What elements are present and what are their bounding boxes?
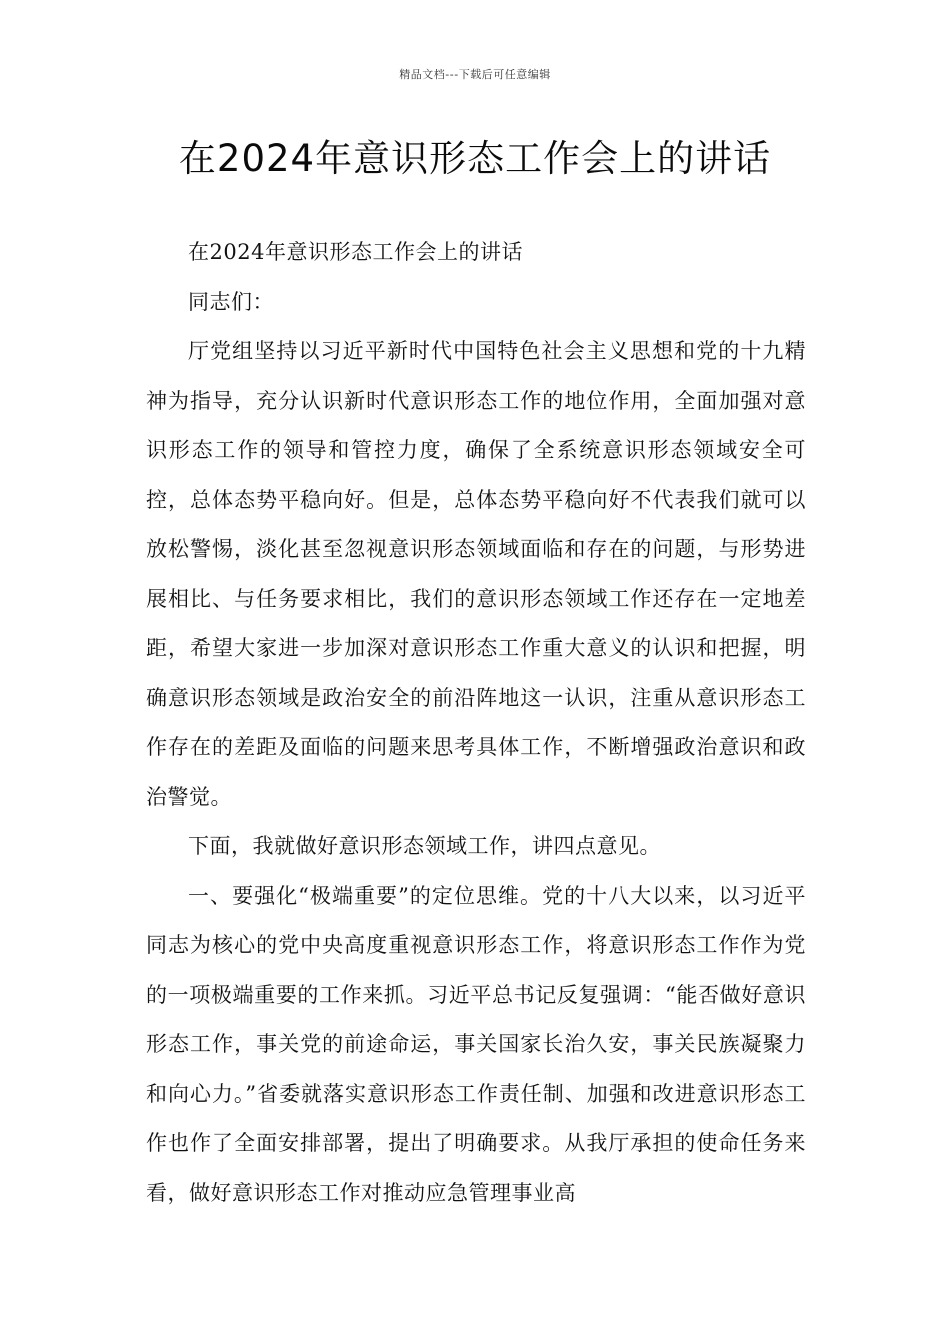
paragraph-transition: 下面，我就做好意识形态领域工作，讲四点意见。 bbox=[188, 834, 661, 858]
paragraph-subtitle: 在2024年意识形态工作会上的讲话 bbox=[188, 240, 523, 264]
document-body bbox=[146, 228, 806, 1218]
document-title: 在2024年意识形态工作会上的讲话 bbox=[178, 137, 772, 180]
paragraph-intro: 厅党组坚持以习近平新时代中国特色社会主义思想和党的十九精神为指导，充分认识新时代意识形态工作的地位作用，全面加强对意识形态工作的领导和管控力度，确保了全系统意识形态领域安全可控，总体态势平稳向好。但是，总体态势平稳向好不代表我们就可以放松警惕，淡化甚至忽视意识形态领域面临和存在的问题，与形势进展相比、与任务要求相比，我们的意识形态领域工作还存在一定地差距，希望大家进一步加深对意识形态工作重大意义的认识和把握，明确意识形态领域是政治安全的前沿阵地这一认识，注重从意识形态工作存在的差距及面临的问题来思考具体工作，不断增强政治意识和政治警觉。 bbox=[146, 339, 806, 809]
header-note: 精品文档---下载后可任意编辑 bbox=[399, 68, 551, 81]
paragraph-point-one: 一、要强化“极端重要”的定位思维。党的十八大以来，以习近平同志为核心的党中央高度重视意识形态工作，将意识形态工作作为党的一项极端重要的工作来抓。习近平总书记反复强调：“能否做好意识形态工作，事关党的前途命运，事关国家长治久安，事关民族凝聚力和向心力。”省委就落实意识形态工作责任制、加强和改进意识形态工作也作了全面安排部署，提出了明确要求。从我厅承担的使命任务来看，做好意识形态工作对推动应急管理事业高 bbox=[146, 883, 806, 1205]
paragraph-salutation: 同志们： bbox=[188, 289, 274, 314]
